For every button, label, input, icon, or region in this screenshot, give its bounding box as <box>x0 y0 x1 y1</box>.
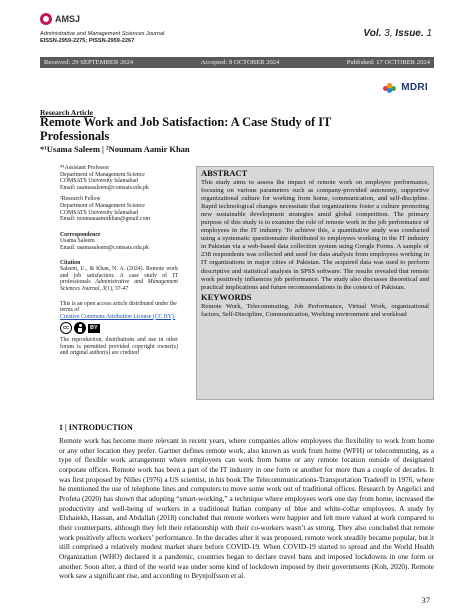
affiliation-department: Department of Management Science <box>60 202 145 209</box>
citation-text-2: (1), 37-47 <box>105 285 129 292</box>
mdri-logo-icon <box>383 83 397 93</box>
correspondence-label: Correspondence <box>60 231 101 238</box>
abstract-heading: ABSTRACT <box>201 168 248 178</box>
publisher-logo-text: MDRI <box>401 82 428 93</box>
correspondence <box>60 232 178 252</box>
publisher-logo <box>383 82 428 93</box>
cc-icon: cc <box>60 322 72 334</box>
issue-label: Issue. <box>395 28 424 39</box>
affiliation-university: COMSATS University Islamabad <box>60 209 138 216</box>
introduction-heading: 1 | INTRODUCTION <box>59 423 133 432</box>
affiliation-email: Email: noumanaamirkhan@gmail.com <box>60 216 151 223</box>
citation-label: Citation <box>60 259 81 266</box>
citation-text-1: Saleem, U., & Khan, N. A. (2024). Remote work and job satisfaction: A case study of IT professionals <box>60 266 178 286</box>
date-bar <box>40 57 434 68</box>
citation-journal: Administrative and Management Sciences Journal, 3 <box>60 279 179 292</box>
citation-text <box>60 266 178 292</box>
license-block <box>60 301 178 358</box>
abstract-body: This study aims to assess the impact of remote work on employee performance, focusing on various parameters such as company-provided autonomy, supportive organizational culture for working from home, communication, and self-discipline. Rapid technological changes necessitate that organizations foster a culture promoting new sustainable development strategies amid global competition. The primary purpose of this study is to examine the role of remote work in the job performance of employees in the IT industry. To achieve this, a quantitative study was conducted using a systematic questionnaire distributed to employees working in the IT industry in Pakistan via a web-based data collection system using Google Forms. A sample of 238 respondents was collected and used for data analysis from employees working in IT organizations in major cities of Pakistan. The acquired data was used to perform descriptive and statistical analysis in SPSS software. The results revealed that remote work positively influences job performance. The study also discusses theoretical and practical implications and future recommendations in the context of Pakistan. <box>201 179 429 291</box>
article-type: Research Article <box>40 108 93 117</box>
article-title: Remote Work and Job Satisfaction: A Case Study of IT Professionals <box>40 115 332 143</box>
abstract-box <box>196 166 434 400</box>
affiliation-role: ²Research Fellow <box>60 196 101 203</box>
correspondence-name: Usama Saleem <box>60 238 95 245</box>
citation <box>60 260 178 293</box>
affiliation-email: Email: usamasaleem@comsats.edu.pk <box>60 184 149 191</box>
introduction-body: Remote work has become more relevant in recent years, where companies allow employees the flexibility to work from home or any other location they prefer. Gartner defines remote work, also known as work from home (WFH) or telecommuting, as a type of flexible work arrangement where employees can work from home or any remote location outside of designated corporate offices. Remote work has been a part of the IT industry in one form or another for more than a couple of decades. It was first proposed by Nilles (1976) a US scientist, in his book The Telecommunications-Transportation Tradeoff in 1976, where he mentioned the use of telephone lines and computers to move some work out of traditional offices. Research by Angelici and Profeta (2020) has shown that adopting “smart-working,” a technique where employees work one day from home, increased the productivity and well-being of workers in a traditional Italian company of blue and white-collar employees. A study by Elshaiekh, Hassan, and Abdallah (2018) concluded that remote workers were happier and felt more valued at work compared to their counterparts, although they felt their relationship with their co-workers wasn’t as strong. They also concluded that remote work positively affects workers’ performance. In the decades after it was proposed, remote work steadily became popular, but it still comprised a relatively modest market share before COVID-19. When COVID-19 started to spread and the World Health Organization (WHO) declared it a pandemic, countries began to declare travel bans and imposed lockdowns in one form or another. Soon after, a third of the world was under some kind of lockdown imposed by their governments (Koh, 2020). Remote work saw a significant rise, and according to Brynjolfsson et al. <box>59 436 434 581</box>
article-authors: *¹Usama Saleem | ²Noumam Aamir Khan <box>40 144 190 154</box>
cc-by-badge[interactable] <box>60 322 178 334</box>
volume-label: Vol. <box>363 28 382 39</box>
affiliation-department: Department of Management Science <box>60 171 145 178</box>
published-date: Published: 17 OCTOBER 2024 <box>346 59 430 66</box>
license-link[interactable]: Creative Commons Attribution License (CC BY). <box>60 313 176 320</box>
amsj-logo-icon <box>40 13 52 25</box>
issue-number: 1 <box>426 28 432 39</box>
author-info-column <box>60 165 178 362</box>
affiliation-2 <box>60 196 178 222</box>
page-number: 37 <box>421 595 430 605</box>
affiliation-1 <box>60 165 178 191</box>
keywords-heading: KEYWORDS <box>201 291 252 302</box>
cc-by-label: BY <box>90 324 98 331</box>
journal-issn: EISSN-2959-2275; PISSN-2959-2267 <box>40 38 135 44</box>
correspondence-email: Email: usamasaleem@comsats.edu.pk <box>60 244 149 251</box>
reproduction-text: The reproduction, distributions and use in other forum is permitted provided copyright owner(s) and original author(s) are credited <box>60 337 178 357</box>
journal-logo <box>40 13 80 25</box>
volume-number: 3 <box>384 28 390 39</box>
attribution-icon <box>74 322 86 334</box>
volume-issue: Vol. 3, Issue. 1 <box>363 28 432 39</box>
journal-name: Administrative and Management Sciences Journal <box>40 31 165 37</box>
received-date: Received: 29 SEPTEMBER 2024 <box>44 59 134 66</box>
journal-logo-text: AMSJ <box>55 14 81 24</box>
open-access-text: This is an open access article distributed under the terms of <box>60 300 177 314</box>
keywords-body: Remote Work, Telecommuting, Job Performance, Virtual Work, organizational factors, Self-Discipline, Communication, Working environment and workload <box>201 302 429 318</box>
accepted-date: Accepted: 8 OCTOBER 2024 <box>200 59 280 66</box>
affiliation-role: *¹Assistant Professor <box>60 165 110 171</box>
affiliation-university: COMSATS University Islamabad <box>60 178 138 185</box>
